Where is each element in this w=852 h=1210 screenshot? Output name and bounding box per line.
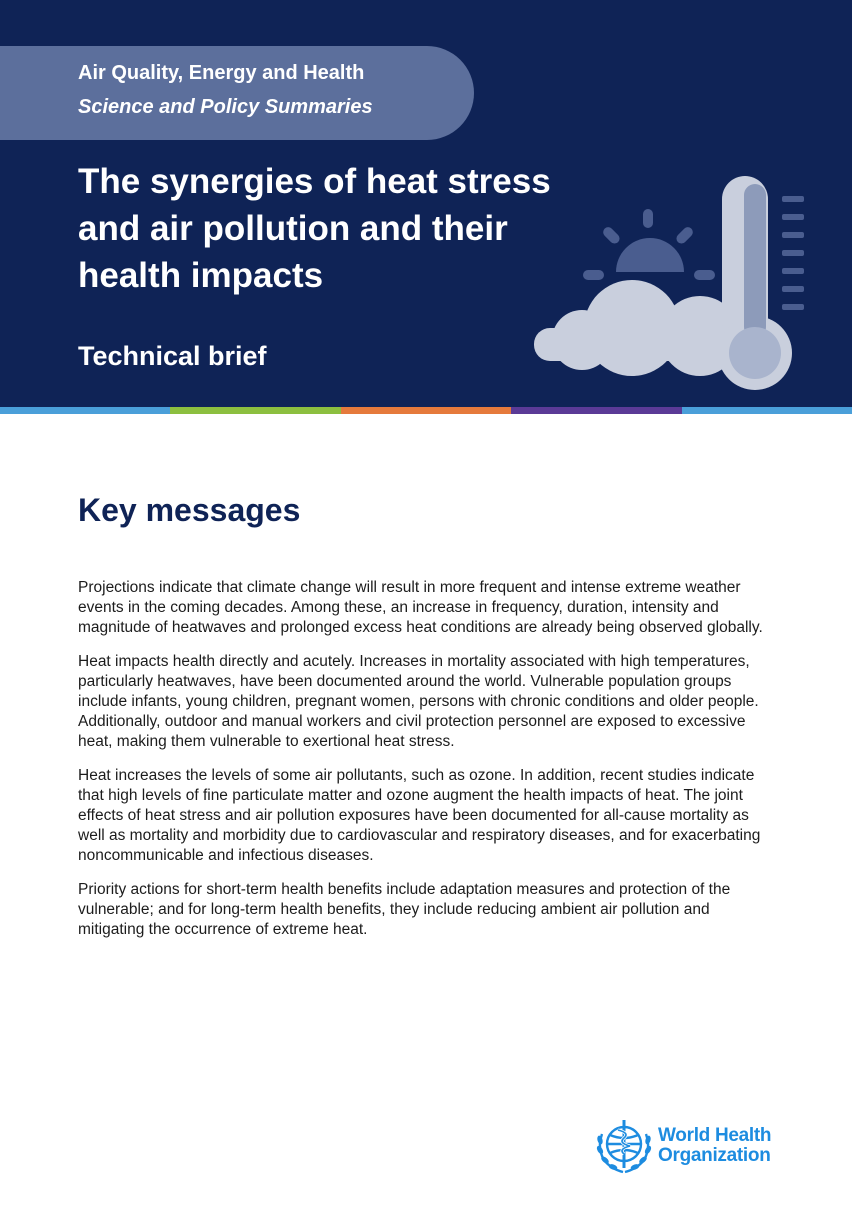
who-org-name-line: World Health xyxy=(658,1125,772,1146)
color-stripe xyxy=(0,407,852,414)
series-subtitle: Science and Policy Summaries xyxy=(78,96,373,118)
who-org-name xyxy=(658,1126,771,1166)
thermometer-icon xyxy=(718,176,804,390)
heat-illustration xyxy=(520,160,852,407)
document-title-line: health impacts xyxy=(78,256,324,295)
key-messages-heading: Key messages xyxy=(78,492,301,528)
key-message-paragraph: Projections indicate that climate change will result in more frequent and intense extreme weather events in the coming decades. Among these, an increase in frequency, duration, intensity and magnitude of heatwaves and prolonged excess heat conditions are already being observed globally. xyxy=(78,579,763,636)
key-message-paragraph: Heat increases the levels of some air pollutants, such as ozone. In addition, recent studies indicate that high levels of fine particulate matter and ozone augment the health impacts of heat. The joint effects of heat stress and air pollution exposures have been documented for all-cause mortality as well as mortality and morbidity due to cardiovascular and respiratory diseases, and for exacerbating noncommunicable and infectious diseases. xyxy=(78,767,761,864)
key-messages-body xyxy=(78,578,768,954)
color-stripe-segment xyxy=(341,407,511,414)
cover-header xyxy=(0,0,852,407)
color-stripe-segment xyxy=(682,407,852,414)
key-message-paragraph: Heat impacts health directly and acutely. Increases in mortality associated with high temperatures, particularly heatwaves, have been documented around the world. Vulnerable population groups include infants, young children, pregnant women, persons with chronic conditions and older people. Additionally, outdoor and manual workers and civil protection personnel are exposed to excessive heat, making them vulnerable to exertional heat stress. xyxy=(78,653,759,750)
who-emblem-icon xyxy=(594,1116,654,1176)
who-org-name-line: Organization xyxy=(658,1145,771,1166)
color-stripe-segment xyxy=(170,407,340,414)
document-title-line: and air pollution and their xyxy=(78,209,508,248)
series-title: Air Quality, Energy and Health xyxy=(78,62,365,84)
key-message-paragraph: Priority actions for short-term health benefits include adaptation measures and protection of the vulnerable; and for long-term health benefits, they include reducing ambient air pollution and mitigating the occurrence of extreme heat. xyxy=(78,881,731,938)
who-logo xyxy=(594,1116,784,1176)
sun-icon xyxy=(583,209,715,280)
document-title-line: The synergies of heat stress xyxy=(78,162,551,201)
color-stripe-segment xyxy=(0,407,170,414)
series-banner xyxy=(0,46,474,140)
document-type: Technical brief xyxy=(78,341,267,371)
color-stripe-segment xyxy=(511,407,681,414)
